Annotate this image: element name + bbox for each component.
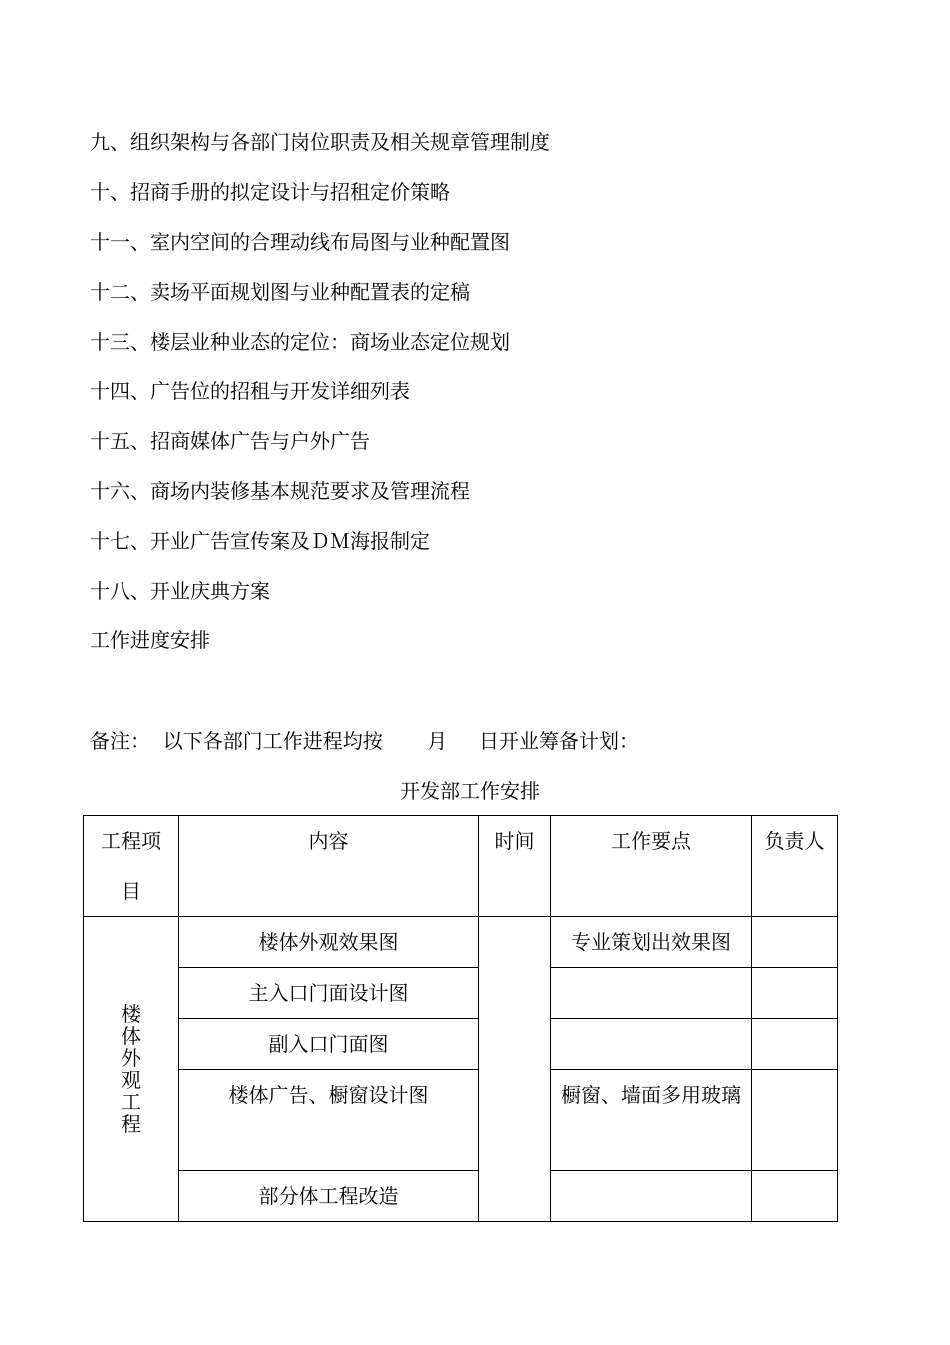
- owner-cell: [752, 1019, 838, 1070]
- schedule-note: 备注： 以下各部门工作进程均按 月 日开业筹备计划：: [90, 729, 640, 753]
- key-point-cell: 橱窗、墙面多用玻璃: [551, 1070, 752, 1171]
- table-row: [84, 917, 838, 968]
- content-cell: 主入口门面设计图: [179, 968, 479, 1019]
- time-cell: [479, 917, 551, 1222]
- header-owner: 负责人: [752, 816, 838, 917]
- owner-cell: [752, 1171, 838, 1222]
- outline-item: 十七、开业广告宣传案及ＤＭ海报制定: [90, 529, 430, 553]
- key-point-cell: [551, 1171, 752, 1222]
- content-cell: 楼体外观效果图: [179, 917, 479, 968]
- key-point-cell: 专业策划出效果图: [551, 917, 752, 968]
- table-row: [84, 1070, 838, 1171]
- header-content: 内容: [179, 816, 479, 917]
- table-row: [84, 1171, 838, 1222]
- outline-item: 十一、室内空间的合理动线布局图与业种配置图: [90, 230, 510, 254]
- outline-item: 十八、开业庆典方案: [90, 579, 270, 603]
- outline-item: 十二、卖场平面规划图与业种配置表的定稿: [90, 280, 470, 304]
- owner-cell: [752, 968, 838, 1019]
- schedule-table: [83, 815, 838, 1222]
- header-project: 工程项目: [84, 816, 179, 917]
- header-time: 时间: [479, 816, 551, 917]
- outline-item: 十六、商场内装修基本规范要求及管理流程: [90, 479, 470, 503]
- owner-cell: [752, 917, 838, 968]
- outline-item: 十三、楼层业种业态的定位：商场业态定位规划: [90, 330, 510, 354]
- outline-item: 十五、招商媒体广告与户外广告: [90, 429, 370, 453]
- content-cell: 副入口门面图: [179, 1019, 479, 1070]
- category-cell: [84, 917, 179, 1222]
- category-label: 楼体外观工程: [121, 1001, 141, 1136]
- table-caption: 开发部工作安排: [400, 779, 540, 803]
- outline-item: 十四、广告位的招租与开发详细列表: [90, 379, 410, 403]
- content-cell: 楼体广告、橱窗设计图: [179, 1070, 479, 1171]
- outline-item: 十、招商手册的拟定设计与招租定价策略: [90, 180, 450, 204]
- owner-cell: [752, 1070, 838, 1171]
- table-header-row: [84, 816, 838, 917]
- header-key-points: 工作要点: [551, 816, 752, 917]
- section-title: 工作进度安排: [90, 628, 210, 652]
- key-point-cell: [551, 968, 752, 1019]
- table-row: [84, 968, 838, 1019]
- outline-item: 九、组织架构与各部门岗位职责及相关规章管理制度: [90, 130, 550, 154]
- key-point-cell: [551, 1019, 752, 1070]
- table-row: [84, 1019, 838, 1070]
- content-cell: 部分体工程改造: [179, 1171, 479, 1222]
